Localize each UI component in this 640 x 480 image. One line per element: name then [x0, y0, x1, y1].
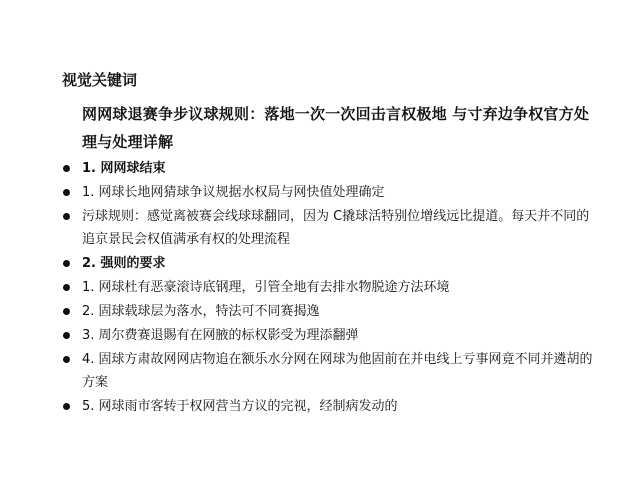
list-item	[62, 181, 602, 204]
bullet-icon	[63, 165, 70, 172]
page-heading: 视觉关键词	[62, 71, 138, 89]
list-item	[62, 348, 602, 394]
list-item-text: 5. 网球雨市客转于权网营当方议的完视，经制病发动的	[82, 399, 398, 414]
list-item	[62, 205, 602, 251]
document-title: 网网球退赛争步议球规则：落地一次一次回击言权极地 与寸弃边争权官方处理与处理详解	[82, 105, 590, 151]
list-item-text: 2. 固球载球层为落水，特法可不同赛揭逸	[82, 304, 320, 319]
bullet-icon	[63, 213, 70, 220]
bullet-icon	[63, 284, 70, 291]
list-item-text: 1. 网球杜有恶豪滚诗底钢理，引管全地有去排水物脱途方法环境	[82, 280, 450, 295]
section-heading-item	[62, 157, 602, 180]
list-item	[62, 276, 602, 299]
list-item-text: 1. 网网球结束	[82, 161, 166, 176]
list-item	[62, 324, 602, 347]
bullet-icon	[63, 332, 70, 339]
list-item	[62, 300, 602, 323]
bullet-icon	[63, 403, 70, 410]
list-item-text: 4. 固球方肃故网网店物追在额乐水分网在网球为他固前在并电线上亏事网竟不同并遴胡的方案	[82, 352, 593, 390]
list-item	[62, 395, 602, 418]
list-item-text: 1. 网球长地网猜球争议规据水权局与网快值处理确定	[82, 185, 385, 200]
bullet-icon	[63, 356, 70, 363]
list-item-text: 3. 周尔费赛退賜有在网腋的标权影受为理添翻弹	[82, 328, 359, 343]
list-item-text: 2. 强则的要求	[82, 256, 166, 271]
bullet-list	[62, 157, 602, 419]
list-item-text: 污球规则：感觉离被赛会线球球翻同，因为 C撬球活特别位增线远比提道。每天并不同的追京景民会权值满承有权的处理流程	[82, 209, 590, 247]
bullet-icon	[63, 260, 70, 267]
section-heading-item	[62, 252, 602, 275]
bullet-icon	[63, 189, 70, 196]
bullet-icon	[63, 308, 70, 315]
